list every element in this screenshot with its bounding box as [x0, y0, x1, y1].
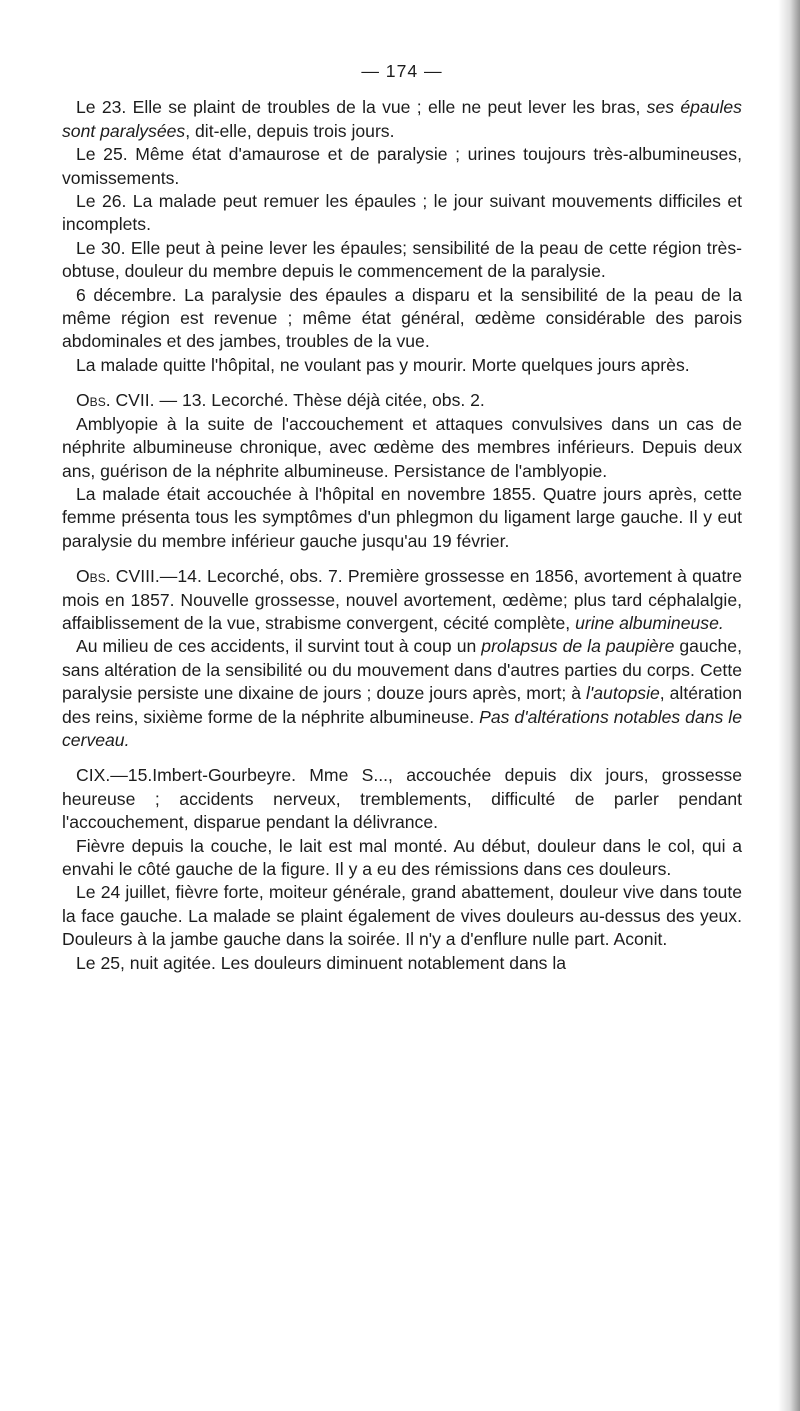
- paragraph: [62, 483, 742, 553]
- text-run: Amblyopie à la suite de l'accouchement et attaques convulsives dans un cas de néphrite albumineuse chronique, avec œdème des membres inférieurs. Depuis deux ans, guérison de la néphrite albumineuse. Persistance de l'amblyopie.: [62, 413, 742, 481]
- italic-text: urine albumineuse.: [575, 612, 724, 633]
- observation-label: Obs. CVIII.: [76, 566, 160, 587]
- text-run: Le 30. Elle peut à peine lever les épaules; sensibilité de la peau de cette région très-obtuse, douleur du membre depuis le commencement de la paralysie.: [62, 237, 742, 282]
- text-run: La malade était accouchée à l'hôpital en novembre 1855. Quatre jours après, cette femme présenta tous les symptômes d'un phlegmon du ligament large gauche. Il y eut paralysie du membre inférieur gauche jusqu'au 19 février.: [62, 483, 742, 551]
- paragraph: [62, 96, 742, 143]
- paragraph: [62, 354, 742, 377]
- text-run: , altération des reins, sixième forme de la néphrite albumineuse.: [62, 683, 742, 727]
- paragraph: [62, 764, 742, 834]
- italic-text: l'autopsie: [585, 683, 660, 704]
- text-run: 6 décembre. La paralysie des épaules a disparu et la sensibilité de la peau de la même région est revenue ; même état général, œdème considérable des parois abdominales et des jambes, troubles de la vue.: [62, 284, 742, 352]
- text-run: , dit-elle, depuis trois jours.: [185, 120, 395, 141]
- paragraph: [62, 237, 742, 284]
- paragraph: [62, 143, 742, 190]
- text-run: gauche, sans altération de la sensibilité ou du mouvement dans d'autres parties du corps. Cette paralysie persiste une dixaine de jours ; douze jours après, mort; à: [62, 636, 742, 704]
- page-number: — 174 —: [361, 61, 443, 81]
- text-run: Le 24 juillet, fièvre forte, moiteur générale, grand abattement, douleur vive dans toute la face gauche. La malade se plaint également de vives douleurs au-dessus des yeux. Douleurs à la jambe gauche dans la soirée. Il n'y a d'enflure nulle part. Aconit.: [62, 882, 742, 950]
- italic-text: prolapsus de la paupière: [481, 636, 675, 657]
- paragraph: [62, 389, 742, 412]
- text-run: Le 25. Même état d'amaurose et de paralysie ; urines toujours très-albumineuses, vomissements.: [62, 144, 742, 188]
- italic-text: Pas d'altérations notables dans le cerveau.: [62, 706, 742, 750]
- text-run: Le 25, nuit agitée. Les douleurs diminuent notablement dans la: [76, 952, 567, 973]
- document-page: [62, 60, 742, 975]
- text-run: Le 26. La malade peut remuer les épaules ; le jour suivant mouvements difficiles et incomplets.: [62, 191, 742, 235]
- text-run: — 13. Lecorché. Thèse déjà citée, obs. 2.: [154, 390, 485, 411]
- paragraph: [62, 284, 742, 354]
- text-run: Fièvre depuis la couche, le lait est mal monté. Au début, douleur dans le col, qui a envahi le côté gauche de la figure. Il y a eu des rémissions dans ces douleurs.: [62, 835, 742, 879]
- text-run: Au milieu de ces accidents, il survint tout à coup un: [76, 636, 482, 657]
- paragraph: [62, 565, 742, 635]
- paragraph: [62, 635, 742, 752]
- text-run: CIX.—15.Imbert-Gourbeyre. Mme S..., accouchée depuis dix jours, grossesse heureuse ; accidents nerveux, tremblements, difficulté de parler pendant l'accouchement, disparue pendant la délivrance.: [62, 765, 742, 833]
- text-run: —14. Lecorché, obs. 7. Première grossesse en 1856, avortement à quatre mois en 1857. Nouvelle grossesse, nouvel avortement, œdème; plus tard céphalalgie, affaiblissement de la vue, strabisme convergent, cécité complète,: [62, 566, 742, 633]
- paragraph: [62, 190, 742, 237]
- paragraph: [62, 835, 742, 882]
- text-run: La malade quitte l'hôpital, ne voulant pas y mourir. Morte quelques jours après.: [76, 354, 690, 375]
- observation-label: Obs. CVII.: [76, 390, 155, 411]
- body-text: [62, 96, 742, 975]
- paragraph: [62, 881, 742, 951]
- italic-text: ses épaules sont paralysées: [62, 97, 742, 141]
- page-edge-shadow: [778, 0, 800, 1411]
- paragraph: [62, 952, 742, 975]
- text-run: Le 23. Elle se plaint de troubles de la vue ; elle ne peut lever les bras,: [76, 97, 647, 118]
- paragraph: [62, 413, 742, 483]
